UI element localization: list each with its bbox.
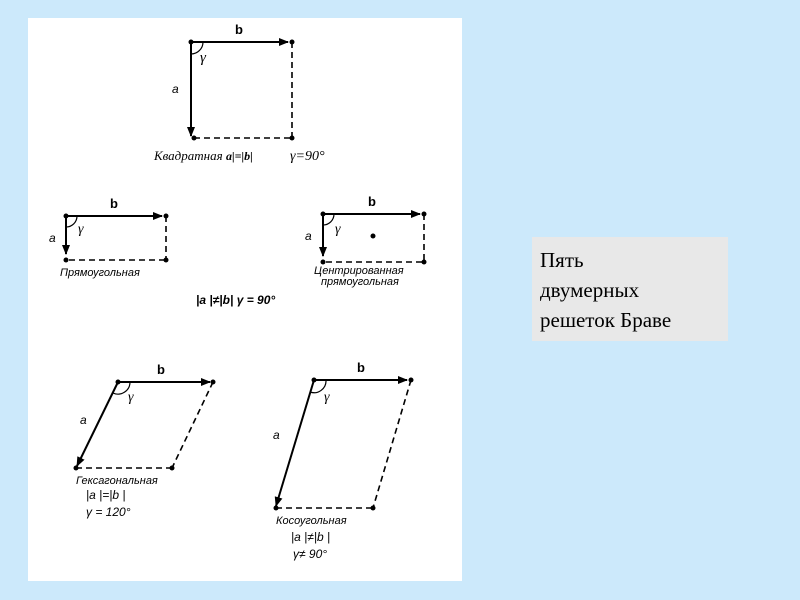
caption-line-1: Пять (540, 248, 584, 272)
rectangular-lattice (49, 196, 169, 279)
caption-line-2: двумерных (540, 278, 640, 302)
bravais-lattices-diagram (28, 18, 462, 581)
angle-gamma-label: γ (128, 390, 134, 405)
square-lattice (153, 22, 325, 164)
vector-a-label: a (49, 231, 56, 245)
vector-b-label: b (357, 360, 365, 375)
centered-rectangular-name-line2: прямоугольная (321, 276, 399, 288)
square-name: Квадратная (154, 148, 223, 163)
caption-line-3: решеток Браве (540, 308, 672, 332)
oblique-lattice (273, 360, 414, 561)
hexagonal-lattice (74, 362, 216, 519)
vector-b-label: b (157, 362, 165, 377)
hexagonal-angle: γ = 120° (86, 505, 131, 519)
vector-a-label: a (305, 229, 312, 243)
vector-a-label: a (273, 428, 280, 442)
vector-a-label: a (172, 82, 179, 96)
vector-b-label: b (368, 194, 376, 209)
vector-b-label: b (235, 22, 243, 37)
rectangular-name: Прямоугольная (60, 267, 140, 279)
center-lattice-point (371, 234, 376, 239)
square-condition: a|=|b| (226, 149, 253, 163)
oblique-condition: |a |≠|b | (291, 530, 331, 544)
vector-a-label: a (80, 413, 87, 427)
square-angle: γ=90° (290, 149, 325, 164)
diagram-sheet (28, 18, 462, 581)
angle-gamma-label: γ (200, 50, 206, 66)
rectangular-condition: |a |≠|b| γ = 90° (196, 293, 276, 307)
angle-gamma-label: γ (78, 222, 84, 237)
hexagonal-condition: |a |=|b | (86, 488, 126, 502)
oblique-angle: γ≠ 90° (293, 547, 328, 561)
angle-gamma-label: γ (324, 390, 330, 405)
angle-gamma-label: γ (335, 222, 341, 237)
vector-b-label: b (110, 196, 118, 211)
oblique-name: Косоугольная (276, 515, 347, 527)
centered-rectangular-name-line1: Центрированная (314, 265, 404, 277)
caption-box (532, 237, 728, 341)
hexagonal-name: Гексагональная (76, 475, 158, 487)
centered-rectangular-lattice (305, 194, 427, 288)
